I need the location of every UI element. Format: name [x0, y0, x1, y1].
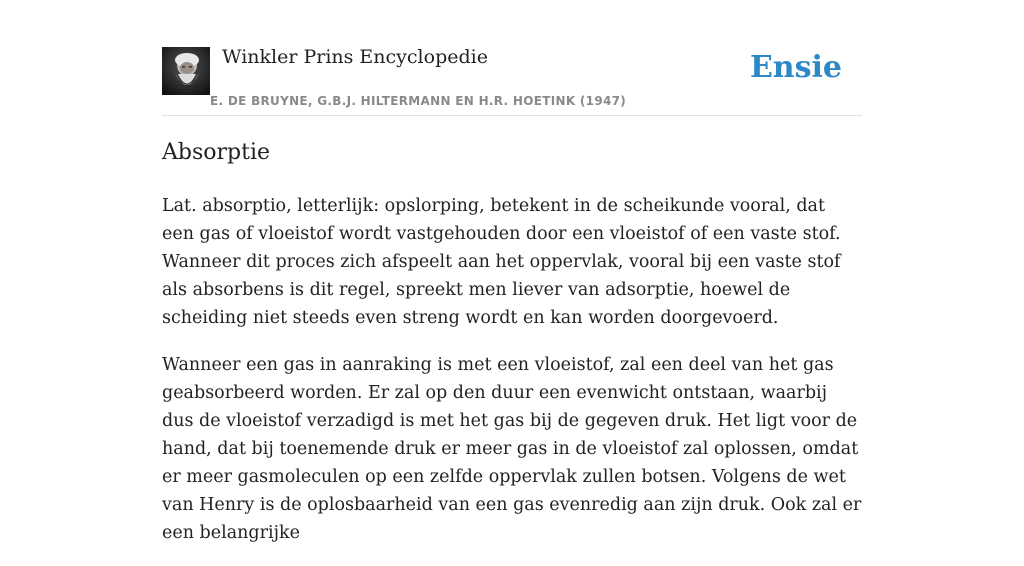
article-paragraph: Wanneer een gas in aanraking is met een vloeistof, zal een deel van het gas geabsorbeerd worden. Er zal op den duur een evenwicht ontstaan, waarbij dus de vloeistof verzadigd is met het gas bij de gegeven druk. Het ligt voor de hand, dat bij toenemende druk er meer gas in de vloeistof zal oplossen, omdat er meer gasmoleculen op een zelfde oppervlak zullen botsen. Volgens de wet van Henry is de oplosbaarheid van een gas evenredig aan zijn druk. Ook zal er een belangrijke [162, 355, 862, 543]
source-header [162, 0, 862, 116]
ensie-logo[interactable]: Ensie [749, 50, 842, 85]
source-authors: E. DE BRUYNE, G.B.J. HILTERMANN EN H.R. HOETINK (1947) [210, 94, 627, 108]
article-paragraph: Lat. absorptio, letterlijk: opslorping, betekent in de scheikunde vooral, dat een gas of vloeistof wordt vastgehouden door een vloeistof of een vaste stof. Wanneer dit proces zich afspeelt aan het oppervlak, vooral bij een vaste stof als absorbens is dit regel, spreekt men liever van adsorptie, hoewel de scheiding niet steeds even streng wordt en kan worden doorgevoerd. [162, 196, 841, 328]
author-avatar[interactable] [162, 47, 210, 95]
portrait-icon [162, 47, 210, 95]
article-body [162, 192, 862, 566]
article-title: Absorptie [162, 140, 271, 165]
source-title[interactable]: Winkler Prins Encyclopedie [222, 46, 488, 68]
content-container [162, 0, 862, 543]
